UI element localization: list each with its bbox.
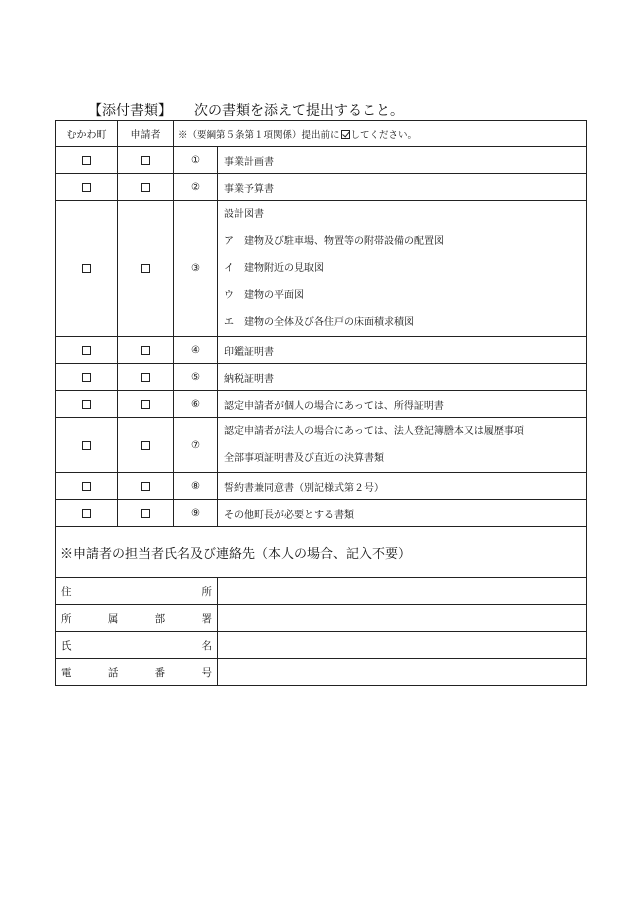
applicant-check-cell [118,500,174,527]
applicant-checkbox[interactable] [141,183,150,192]
document-line: 誓約書兼同意書（別記様式第２号） [224,482,384,494]
document-description [218,147,587,174]
note-before: ※（要綱第５条第１項関係）提出前に [178,129,340,141]
heading-instruction: 次の書類を添えて提出すること。 [194,103,404,119]
document-line: 認定申請者が法人の場合にあっては、法人登記簿謄本又は履歴事項 [224,426,524,437]
town-checkbox[interactable] [82,509,91,518]
contact-title-row [56,527,587,578]
attachment-heading [88,103,404,119]
item-number: ⑤ [191,371,200,383]
table-header-row [56,121,587,147]
item-number: ⑨ [191,507,200,519]
applicant-checkbox[interactable] [141,373,150,382]
contact-label [56,632,218,659]
document-line: エ 建物の全体及び各住戸の床面積求積図 [224,317,414,328]
col-header-applicant: 申請者 [118,121,174,147]
applicant-checkbox[interactable] [141,346,150,355]
document-line: 認定申請者が個人の場合にあっては、所得証明書 [224,400,444,412]
contact-label-char: 名 [201,639,212,652]
contact-label [56,605,218,632]
applicant-check-cell [118,174,174,201]
town-check-cell [56,473,118,500]
contact-label [56,578,218,605]
contact-label-char: 氏 [61,639,72,652]
town-checkbox[interactable] [82,373,91,382]
contact-label [56,659,218,686]
attachment-table [55,120,587,686]
item-number: ⑦ [191,439,200,451]
contact-label-char: 番 [154,666,166,679]
heading-title: 【添付書類】 [88,103,172,119]
item-number-cell [174,337,218,364]
contact-label-char: 所 [201,585,212,598]
document-line: その他町長が必要とする書類 [224,509,354,521]
document-line: ウ 建物の平面図 [224,290,304,301]
contact-row [56,578,587,605]
document-row [56,473,587,500]
document-description [218,174,587,201]
document-line: 設計図書 [224,209,264,220]
town-check-cell [56,500,118,527]
document-row [56,147,587,174]
document-description [218,473,587,500]
applicant-check-cell [118,418,174,473]
item-number-cell [174,418,218,473]
town-check-cell [56,337,118,364]
document-row [56,337,587,364]
item-number-cell [174,364,218,391]
document-row [56,418,587,473]
town-check-cell [56,147,118,174]
town-checkbox[interactable] [82,264,91,273]
town-check-cell [56,364,118,391]
town-checkbox[interactable] [82,400,91,409]
contact-label-char: 住 [61,585,72,598]
applicant-checkbox[interactable] [141,441,150,450]
document-description [218,418,587,473]
contact-value-field[interactable] [218,605,587,632]
applicant-check-cell [118,337,174,364]
contact-row [56,605,587,632]
contact-label-char: 署 [201,612,212,625]
checked-box-icon [341,130,350,139]
item-number: ④ [191,344,200,356]
applicant-check-cell [118,201,174,337]
contact-row [56,632,587,659]
applicant-check-cell [118,364,174,391]
document-line: 事業計画書 [224,156,274,168]
town-check-cell [56,174,118,201]
contact-value-field[interactable] [218,632,587,659]
item-number-cell [174,473,218,500]
town-checkbox[interactable] [82,183,91,192]
document-description [218,391,587,418]
document-line: 全部事項証明書及び直近の決算書類 [224,453,384,464]
contact-value-field[interactable] [218,659,587,686]
contact-label-char: 話 [107,666,119,679]
document-description [218,337,587,364]
item-number: ② [191,181,200,193]
col-header-town: むかわ町 [56,121,118,147]
contact-label-char: 号 [201,666,212,679]
check-instruction [174,121,587,147]
applicant-checkbox[interactable] [141,509,150,518]
document-row [56,364,587,391]
document-line: 印鑑証明書 [224,346,274,358]
item-number-cell [174,201,218,337]
town-checkbox[interactable] [82,346,91,355]
item-number: ⑥ [191,398,200,410]
contact-row [56,659,587,686]
document-description [218,364,587,391]
document-description [218,201,587,337]
applicant-checkbox[interactable] [141,400,150,409]
document-row [56,391,587,418]
town-check-cell [56,418,118,473]
contact-label-char: 電 [61,666,72,679]
applicant-check-cell [118,473,174,500]
applicant-checkbox[interactable] [141,264,150,273]
town-check-cell [56,391,118,418]
item-number-cell [174,500,218,527]
item-number: ③ [191,263,200,274]
document-description [218,500,587,527]
town-check-cell [56,201,118,337]
item-number-cell [174,174,218,201]
applicant-checkbox[interactable] [141,482,150,491]
contact-section-title: ※申請者の担当者氏名及び連絡先（本人の場合、記入不要） [56,527,587,578]
contact-value-field[interactable] [218,578,587,605]
applicant-check-cell [118,391,174,418]
town-checkbox[interactable] [82,482,91,491]
item-number: ① [191,154,200,166]
document-row [56,500,587,527]
note-after: してください。 [350,129,418,141]
town-checkbox[interactable] [82,156,91,165]
document-line: ア 建物及び駐車場、物置等の附帯設備の配置図 [224,236,444,247]
contact-label-char: 属 [107,612,119,625]
applicant-check-cell [118,147,174,174]
document-line: 納税証明書 [224,373,274,385]
document-row [56,201,587,337]
document-line: 事業予算書 [224,183,274,195]
item-number: ⑧ [191,480,200,492]
item-number-cell [174,391,218,418]
contact-label-char: 所 [61,612,72,625]
town-checkbox[interactable] [82,441,91,450]
document-line: イ 建物附近の見取図 [224,263,324,274]
document-row [56,174,587,201]
item-number-cell [174,147,218,174]
applicant-checkbox[interactable] [141,156,150,165]
contact-label-char: 部 [154,612,166,625]
